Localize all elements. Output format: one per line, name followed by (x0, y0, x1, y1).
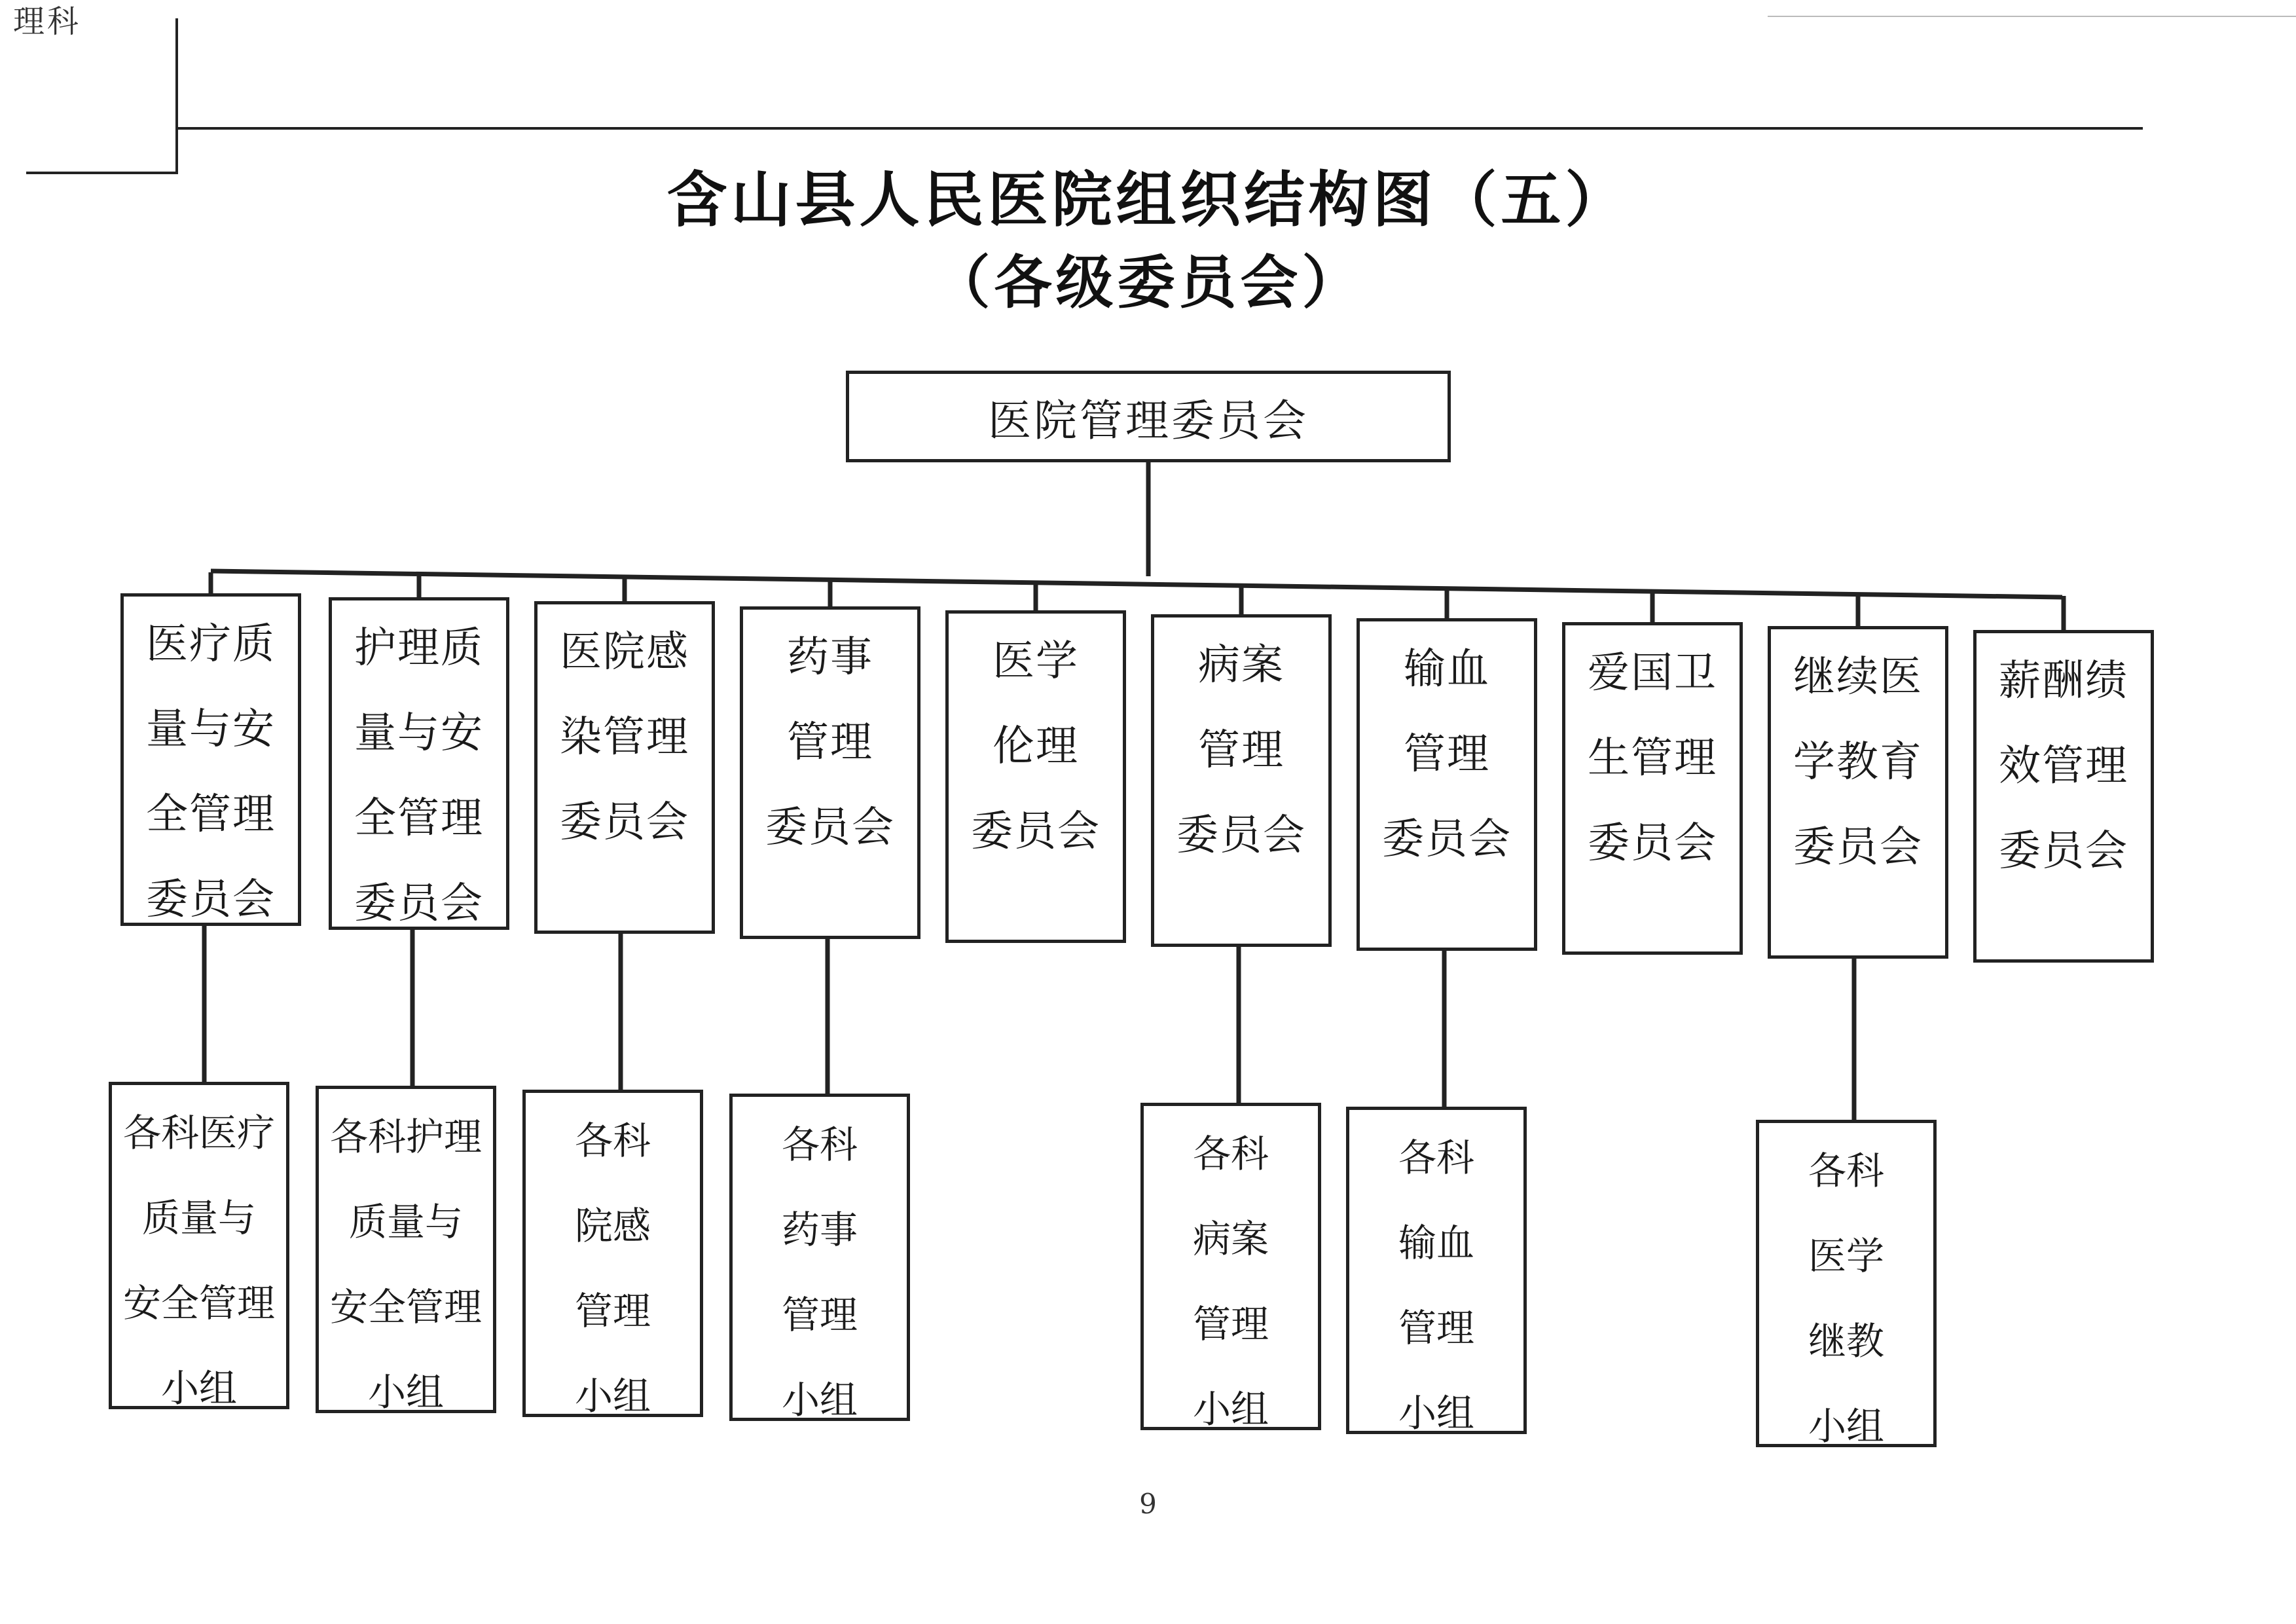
group-line: 药事 (781, 1208, 858, 1252)
committee-line: 委员会 (1382, 815, 1512, 864)
group-line: 管理 (1398, 1306, 1474, 1350)
page-subtitle: （各级委员会） (932, 249, 1364, 316)
committee-line: 委员会 (1793, 823, 1923, 872)
group-line: 各科 (781, 1122, 858, 1167)
committee-line: 染管理 (560, 713, 689, 762)
root-committee-label: 医院管理委员会 (988, 395, 1309, 446)
committee-line: 委员会 (1999, 827, 2128, 876)
group-line: 继教 (1808, 1319, 1884, 1363)
group-box (1756, 1120, 1937, 1447)
group-line: 小组 (1192, 1387, 1269, 1431)
committee-line: 输血 (1404, 645, 1490, 693)
committee-line: 爱国卫 (1588, 649, 1717, 697)
group-line: 小组 (1808, 1404, 1884, 1449)
group-line: 管理 (1192, 1302, 1269, 1346)
committee-line: 管理 (1404, 730, 1490, 779)
group-line: 管理 (574, 1289, 651, 1333)
group-line: 小组 (781, 1378, 858, 1422)
committee-line: 全管理 (354, 794, 484, 843)
corner-text: 理科 (13, 3, 82, 40)
committee-line: 薪酬绩 (1999, 657, 2128, 705)
committee-bus-line (211, 571, 2062, 597)
group-line: 病案 (1192, 1217, 1269, 1261)
group-line: 质量与 (348, 1200, 463, 1244)
committee-box (945, 610, 1126, 943)
committee-line: 继续医 (1793, 653, 1923, 701)
group-line: 各科护理 (329, 1115, 482, 1159)
committee-line: 管理 (1198, 726, 1285, 775)
group-line: 各科 (1808, 1149, 1884, 1193)
committee-line: 医疗质 (146, 620, 276, 669)
committee-line: 量与安 (354, 709, 484, 758)
root-committee-box (846, 371, 1451, 462)
committee-line: 病案 (1198, 641, 1285, 690)
committee-line: 医学 (993, 637, 1079, 686)
committee-line: 委员会 (765, 803, 895, 852)
committee-box (1151, 614, 1332, 947)
committee-line: 委员会 (560, 798, 689, 847)
page-title: 含山县人民医院组织结构图（五） (666, 165, 1630, 235)
committee-line: 学教育 (1793, 738, 1923, 786)
group-line: 质量与 (141, 1196, 256, 1240)
committee-line: 委员会 (971, 807, 1101, 856)
committee-line: 护理质 (354, 624, 484, 673)
committee-line: 委员会 (146, 876, 276, 924)
committee-line: 生管理 (1588, 734, 1717, 783)
committee-box (1973, 630, 2154, 963)
group-line: 管理 (781, 1293, 858, 1337)
committee-line: 全管理 (146, 790, 276, 839)
group-line: 各科 (574, 1118, 651, 1163)
group-line: 小组 (160, 1366, 237, 1411)
group-box (316, 1086, 496, 1413)
committee-box (329, 597, 509, 930)
committee-box (1768, 626, 1948, 959)
committee-line: 管理 (787, 718, 873, 767)
group-line: 各科 (1398, 1135, 1474, 1180)
committee-line: 委员会 (1176, 811, 1306, 860)
group-line: 输血 (1398, 1221, 1474, 1265)
group-box (1346, 1107, 1527, 1434)
group-line: 各科医疗 (122, 1111, 275, 1155)
group-line: 安全管理 (122, 1281, 275, 1325)
group-box (522, 1090, 703, 1417)
group-line: 小组 (1398, 1391, 1474, 1435)
group-box (109, 1082, 289, 1409)
group-line: 安全管理 (329, 1285, 482, 1329)
committee-box (1562, 622, 1743, 955)
group-line: 小组 (367, 1370, 444, 1414)
group-line: 院感 (574, 1204, 651, 1248)
committee-line: 伦理 (993, 722, 1079, 771)
group-line: 各科 (1192, 1132, 1269, 1176)
committee-line: 效管理 (1999, 742, 2128, 790)
group-line: 小组 (574, 1374, 651, 1418)
group-line: 医学 (1808, 1234, 1884, 1278)
page-number: 9 (1139, 1488, 1157, 1520)
committee-line: 委员会 (354, 879, 484, 928)
committee-box (534, 601, 715, 934)
committee-line: 药事 (787, 633, 873, 682)
committee-line: 委员会 (1588, 819, 1717, 868)
committee-line: 量与安 (146, 705, 276, 754)
committee-box (1357, 618, 1537, 951)
committee-box (120, 593, 301, 926)
group-box (1140, 1103, 1321, 1430)
committee-line: 医院感 (560, 628, 689, 676)
committee-box (740, 606, 920, 939)
group-box (729, 1094, 910, 1421)
